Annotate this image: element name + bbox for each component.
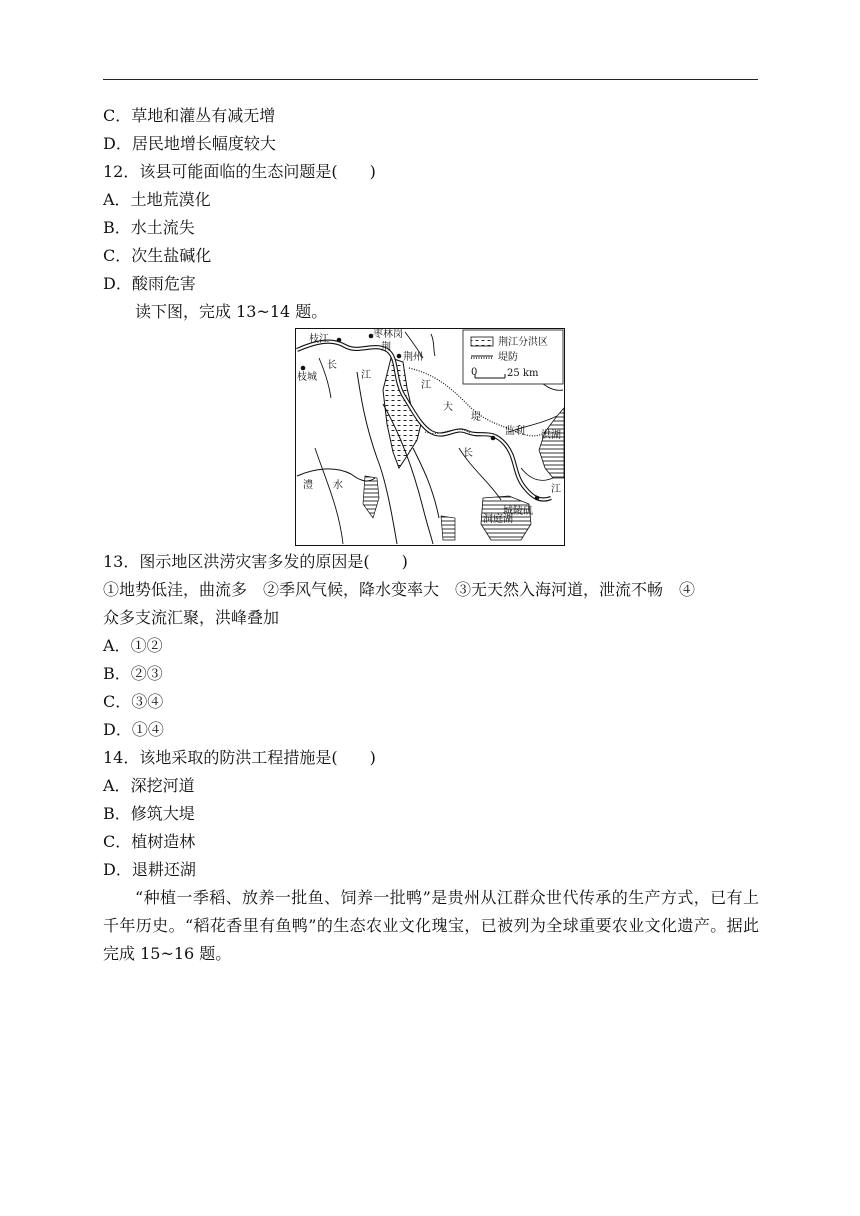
header-rule bbox=[103, 79, 758, 80]
label-jingzhou: 荆州 bbox=[403, 352, 423, 363]
lake-small bbox=[441, 516, 455, 540]
q13-option-a: A．①② bbox=[103, 636, 163, 655]
q13-stem: 13．图示地区洪涝灾害多发的原因是( ) bbox=[103, 552, 408, 571]
legend-flood-area: 荆江分洪区 bbox=[498, 337, 548, 348]
label-chang-1: 长 bbox=[327, 360, 337, 371]
label-di: 堤 bbox=[471, 412, 481, 423]
q12-option-a: A．土地荒漠化 bbox=[103, 190, 211, 209]
label-jing: 荆 bbox=[381, 342, 391, 353]
q13-option-b: B．②③ bbox=[103, 664, 163, 683]
label-zhicheng: 枝城 bbox=[297, 372, 317, 383]
intro-13-14: 读下图，完成 13~14 题。 bbox=[135, 302, 328, 321]
q11-option-c: C．草地和灌丛有减无增 bbox=[103, 106, 276, 125]
q14-option-c: C．植树造林 bbox=[103, 832, 196, 851]
q14-option-a: A．深挖河道 bbox=[103, 776, 195, 795]
q13-statements-line2: 众多支流汇聚，洪峰叠加 bbox=[103, 608, 280, 627]
label-zaolingang: 枣林岗 bbox=[373, 329, 403, 340]
label-jiang-3: 江 bbox=[551, 484, 561, 495]
q14-stem: 14．该地采取的防洪工程措施是( ) bbox=[103, 748, 376, 767]
q13-option-d: D．①④ bbox=[103, 720, 164, 739]
legend-scale-value: 25 km bbox=[507, 368, 539, 379]
jingjiang-flood-map bbox=[295, 328, 565, 546]
map-legend bbox=[463, 330, 563, 384]
q13-statements-line1: ①地势低洼，曲流多 ②季风气候，降水变率大 ③无天然入海河道，泄流不畅 ④ bbox=[103, 580, 696, 599]
q13-option-c: C．③④ bbox=[103, 692, 164, 711]
legend-scale-zero: 0 bbox=[471, 367, 478, 378]
legend-levee: 堤防 bbox=[498, 352, 518, 363]
passage-15-16: “种植一季稻、放养一批鱼、饲养一批鸭”是贵州从江群众世代传承的生产方式，已有上千年历史。“稻花香里有鱼鸭”的生态农业文化瑰宝，已被列为全球重要农业文化遗产。据此完成 15~16 题。 bbox=[103, 888, 759, 963]
q12-option-c: C．次生盐碱化 bbox=[103, 246, 212, 265]
q12-option-b: B．水土流失 bbox=[103, 218, 195, 237]
q12-stem: 12．该县可能面临的生态问题是( ) bbox=[103, 162, 376, 181]
label-jianli: 监利 bbox=[505, 426, 525, 437]
label-chang-2: 长 bbox=[463, 448, 473, 459]
label-jiang-2: 江 bbox=[421, 380, 431, 391]
q14-option-b: B．修筑大堤 bbox=[103, 804, 195, 823]
q11-option-d: D．居民地增长幅度较大 bbox=[103, 134, 276, 153]
label-li: 澧 bbox=[303, 480, 313, 491]
q14-option-d: D．退耕还湖 bbox=[103, 860, 196, 879]
label-jiang-1: 江 bbox=[361, 370, 371, 381]
label-dongtinghu: 洞庭湖 bbox=[483, 514, 513, 525]
label-honghu: 洪湖 bbox=[541, 430, 561, 441]
q12-option-d: D．酸雨危害 bbox=[103, 274, 196, 293]
label-chenglingji: 城陵矶 bbox=[503, 506, 533, 517]
label-shui: 水 bbox=[333, 480, 343, 491]
label-zhijiang: 枝江 bbox=[309, 334, 329, 345]
label-da: 大 bbox=[443, 402, 453, 413]
